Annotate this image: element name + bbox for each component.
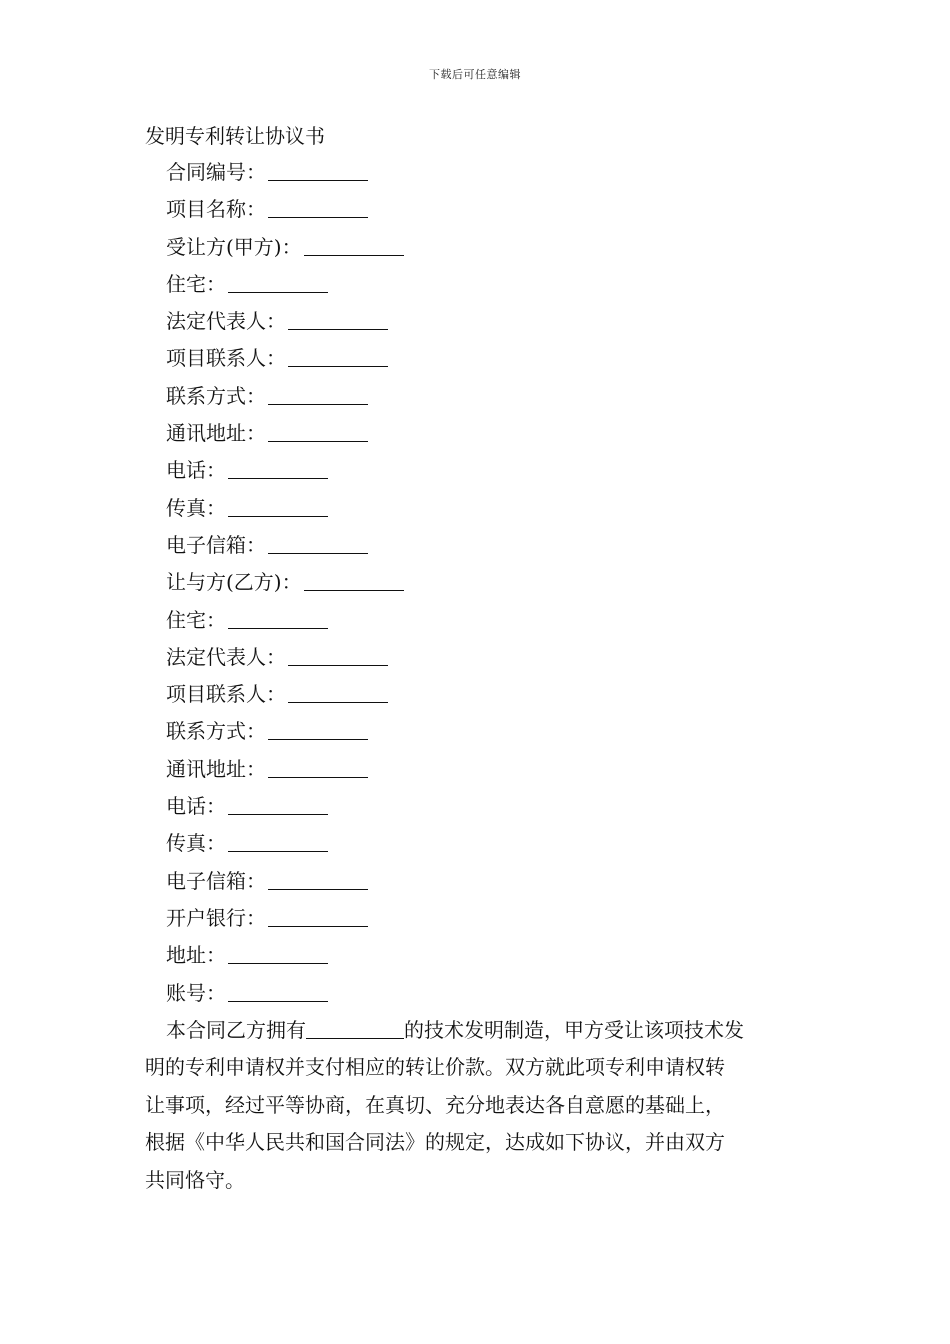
blank-line bbox=[228, 270, 328, 293]
field-label: 让与方(乙方)： bbox=[166, 570, 302, 595]
field-bank-address bbox=[166, 938, 404, 975]
field-transferee-residence bbox=[166, 267, 404, 304]
field-label: 受让方(甲方)： bbox=[166, 234, 302, 259]
field-label: 账号： bbox=[166, 980, 226, 1005]
field-transferor-fax bbox=[166, 826, 404, 863]
field-transferor bbox=[166, 565, 404, 602]
blank-line bbox=[268, 867, 368, 890]
intro-line: 让事项，经过平等协商，在真切、充分地表达各自意愿的基础上， bbox=[145, 1092, 725, 1117]
field-label: 地址： bbox=[166, 943, 226, 968]
field-transferor-phone bbox=[166, 789, 404, 826]
blank-line bbox=[228, 792, 328, 815]
field-transferee-legal-rep bbox=[166, 304, 404, 341]
field-transferor-legal-rep bbox=[166, 640, 404, 677]
field-transferee-phone bbox=[166, 453, 404, 490]
field-label: 合同编号： bbox=[166, 160, 266, 184]
field-contract-number bbox=[166, 155, 404, 192]
blank-line bbox=[304, 233, 404, 256]
field-transferor-email bbox=[166, 864, 404, 901]
field-transferee-fax bbox=[166, 491, 404, 528]
field-transferee-mailing-address bbox=[166, 416, 404, 453]
blank-line bbox=[268, 419, 368, 442]
document-title: 发明专利转让协议书 bbox=[145, 124, 325, 148]
blank-line bbox=[228, 829, 328, 852]
field-label: 住宅： bbox=[166, 607, 226, 632]
intro-paragraph bbox=[145, 1012, 807, 1199]
field-account-number bbox=[166, 976, 404, 1013]
blank-line bbox=[228, 979, 328, 1002]
intro-text: 本合同乙方拥有 bbox=[166, 1018, 306, 1042]
field-label: 传真： bbox=[166, 831, 226, 856]
blank-line bbox=[288, 680, 388, 703]
field-label: 传真： bbox=[166, 495, 226, 520]
blank-line bbox=[306, 1016, 404, 1039]
blank-line bbox=[228, 494, 328, 517]
field-label: 法定代表人： bbox=[166, 644, 286, 669]
blank-line bbox=[288, 643, 388, 666]
field-label: 联系方式： bbox=[166, 719, 266, 744]
blank-line bbox=[228, 941, 328, 964]
field-bank bbox=[166, 901, 404, 938]
contract-field-list bbox=[166, 155, 404, 1013]
field-label: 项目联系人： bbox=[166, 346, 286, 371]
blank-line bbox=[268, 755, 368, 778]
intro-line: 明的专利申请权并支付相应的转让价款。双方就此项专利申请权转 bbox=[145, 1055, 725, 1080]
field-label: 通讯地址： bbox=[166, 756, 266, 781]
field-transferor-project-contact bbox=[166, 677, 404, 714]
intro-line bbox=[145, 1012, 807, 1049]
blank-line bbox=[228, 456, 328, 479]
blank-line bbox=[268, 904, 368, 927]
intro-text: 的技术发明制造，甲方受让该项技术发 bbox=[404, 1018, 744, 1042]
field-transferee-email bbox=[166, 528, 404, 565]
field-label: 通讯地址： bbox=[166, 421, 266, 446]
field-label: 法定代表人： bbox=[166, 309, 286, 334]
field-project-name bbox=[166, 192, 404, 229]
blank-line bbox=[304, 568, 404, 591]
field-transferor-mailing-address bbox=[166, 752, 404, 789]
blank-line bbox=[268, 382, 368, 405]
blank-line bbox=[288, 344, 388, 367]
field-transferor-contact-method bbox=[166, 714, 404, 751]
field-label: 电子信箱： bbox=[166, 532, 266, 557]
field-transferee bbox=[166, 230, 404, 267]
field-label: 联系方式： bbox=[166, 383, 266, 408]
field-label: 电子信箱： bbox=[166, 868, 266, 893]
blank-line bbox=[268, 531, 368, 554]
intro-line: 共同恪守。 bbox=[145, 1167, 245, 1192]
blank-line bbox=[268, 195, 368, 218]
field-transferee-contact-method bbox=[166, 379, 404, 416]
field-transferor-residence bbox=[166, 603, 404, 640]
blank-line bbox=[268, 717, 368, 740]
field-label: 住宅： bbox=[166, 271, 226, 296]
field-label: 开户银行： bbox=[166, 905, 266, 930]
blank-line bbox=[228, 606, 328, 629]
intro-line: 根据《中华人民共和国合同法》的规定，达成如下协议，并由双方 bbox=[145, 1130, 725, 1155]
blank-line bbox=[268, 158, 368, 181]
blank-line bbox=[288, 307, 388, 330]
field-label: 电话： bbox=[166, 794, 226, 819]
field-label: 电话： bbox=[166, 458, 226, 483]
field-label: 项目联系人： bbox=[166, 682, 286, 707]
header-note: 下载后可任意编辑 bbox=[429, 68, 521, 81]
field-label: 项目名称： bbox=[166, 197, 266, 222]
field-transferee-project-contact bbox=[166, 341, 404, 378]
